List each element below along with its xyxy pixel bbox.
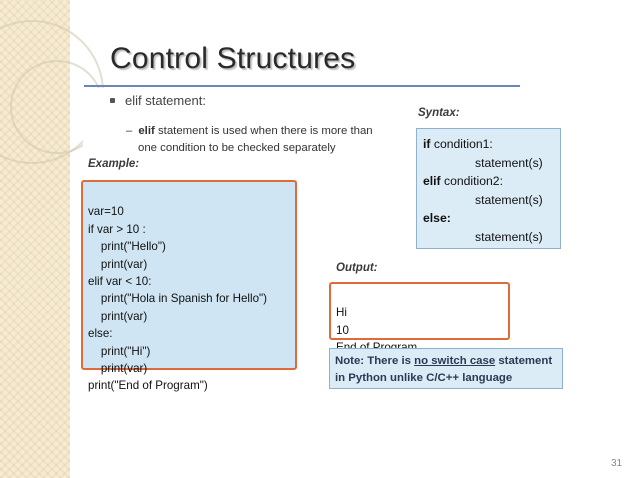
syntax-box: [416, 128, 561, 249]
sub-line2: one condition to be checked separately: [138, 142, 336, 154]
output-text: [336, 287, 417, 357]
syntax-if-condition: condition1:: [433, 137, 493, 151]
syntax-if-line: [423, 137, 493, 151]
sub-bullet: [126, 123, 396, 157]
code-line: print("Hello"): [88, 240, 166, 254]
note-text: [335, 353, 561, 387]
syntax-if-keyword: if: [423, 137, 431, 151]
sub-line1: statement is used when there is more than: [157, 125, 373, 137]
code-line: else:: [88, 327, 113, 341]
example-code-box: [81, 180, 297, 393]
code-line: var=10: [88, 205, 124, 219]
syntax-label: Syntax:: [418, 107, 460, 119]
output-label: Output:: [336, 262, 378, 274]
syntax-elif-line: [423, 174, 503, 188]
sub-keyword: elif: [138, 125, 155, 137]
output-box: [329, 282, 510, 340]
note-part1: Note: There is: [335, 355, 415, 367]
dash-icon: –: [126, 125, 133, 137]
code-line: elif var < 10:: [88, 275, 152, 289]
syntax-else-keyword: else:: [423, 211, 451, 225]
note-underlined: no switch case: [414, 355, 496, 367]
output-line: Hi: [336, 306, 347, 320]
output-line: 10: [336, 323, 349, 337]
syntax-elif-condition: condition2:: [444, 174, 503, 188]
page-number: 31: [611, 458, 623, 469]
code-line: print(var): [88, 362, 148, 376]
note-part2: statement in Python unlike C/C++ language: [335, 355, 553, 384]
code-line: print("Hola in Spanish for Hello"): [88, 292, 267, 306]
syntax-statement: statement(s): [475, 193, 543, 207]
syntax-else-line: [423, 211, 451, 225]
title-underline: [84, 85, 520, 87]
bullet-text: elif statement:: [125, 93, 206, 108]
syntax-elif-keyword: elif: [423, 174, 441, 188]
bullet-icon: [110, 98, 115, 103]
slide-title: Control Structures: [110, 42, 356, 75]
code-line: print("End of Program"): [88, 379, 208, 393]
example-code: [88, 186, 267, 395]
note-box: [329, 348, 563, 389]
code-line: print("Hi"): [88, 344, 151, 358]
code-line: print(var): [88, 309, 148, 323]
example-label: Example:: [88, 158, 140, 170]
bullet-point: [110, 93, 206, 108]
code-line: if var > 10 :: [88, 222, 146, 236]
syntax-statement: statement(s): [475, 156, 543, 170]
code-line: print(var): [88, 257, 148, 271]
syntax-statement: statement(s): [475, 230, 543, 244]
